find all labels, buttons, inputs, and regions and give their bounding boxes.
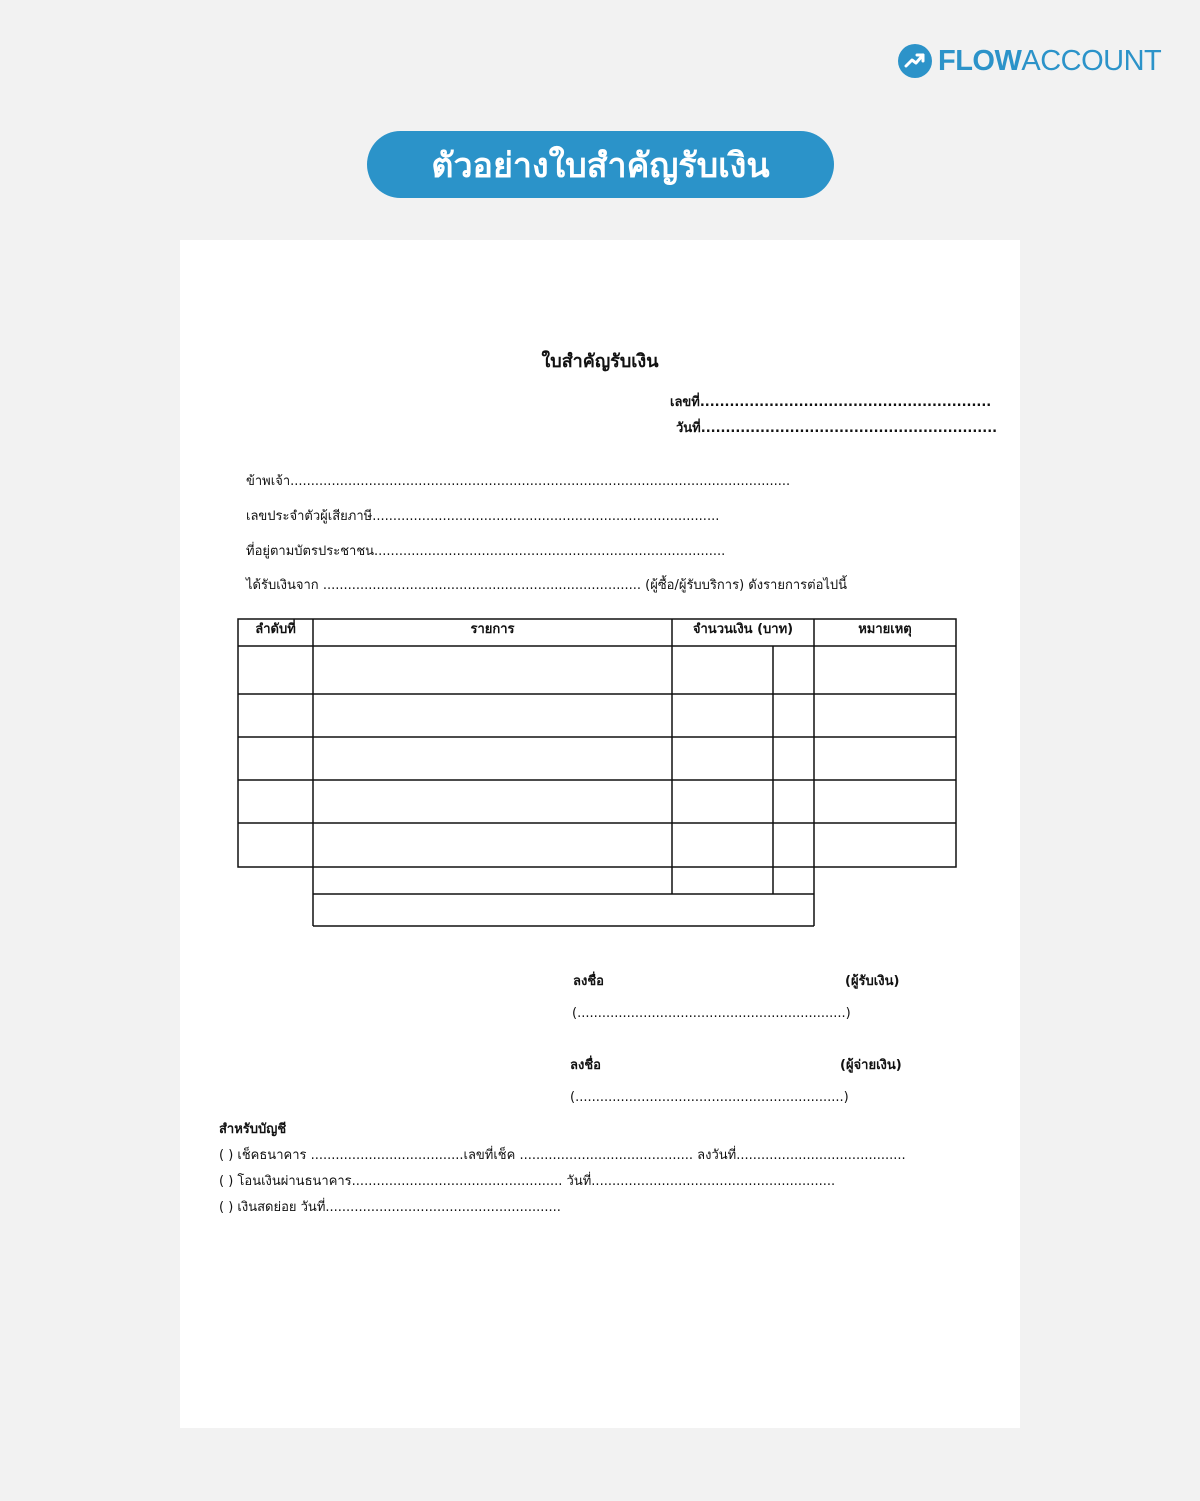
receipt-document — [180, 240, 1020, 1428]
header-sequence: ลำดับที่ — [255, 622, 296, 637]
header-description: รายการ — [470, 622, 515, 637]
field-tax-id: เลขประจำตัวผู้เสียภาษี.................................................................................... — [246, 509, 720, 524]
field-received-from: ได้รับเงินจาก ............................................................................. (ผู้ซื้อ/ผู้รับบริการ) ดังรายการต่อไปนี้ — [246, 578, 848, 593]
banner-title: ตัวอย่างใบสำคัญรับเงิน — [367, 131, 834, 198]
receiver-role: (ผู้รับเงิน) — [845, 974, 900, 989]
trend-up-icon — [898, 44, 932, 78]
header-remark: หมายเหตุ — [858, 622, 912, 637]
receiver-sign-label: ลงชื่อ — [573, 974, 604, 989]
accounting-heading: สำหรับบัญชี — [219, 1122, 287, 1137]
document-title: ใบสำคัญรับเงิน — [541, 351, 659, 372]
date-line: วันที่............................................................ — [676, 421, 998, 436]
accounting-cheque-line: ( ) เช็คธนาคาร .....................................เลขที่เช็ค .......................................... ลงวันที่......................................... — [219, 1148, 906, 1163]
accounting-petty-cash-line: ( ) เงินสดย่อย วันที่......................................................... — [219, 1200, 561, 1215]
field-name: ข้าพเจ้า......................................................................................................................... — [246, 474, 791, 489]
payer-sign-label: ลงชื่อ — [570, 1058, 601, 1073]
payer-name-line: (.................................................................) — [570, 1090, 849, 1105]
items-table-grid — [180, 240, 1020, 1428]
flowaccount-logo — [898, 44, 1161, 78]
header-amount: จำนวนเงิน (บาท) — [692, 622, 794, 637]
logo-wordmark — [938, 45, 1161, 78]
payer-role: (ผู้จ่ายเงิน) — [840, 1058, 902, 1073]
number-line: เลขที่........................................................... — [670, 395, 992, 410]
logo-bold: FLOW — [938, 44, 1022, 77]
receiver-name-line: (.................................................................) — [572, 1006, 851, 1021]
accounting-transfer-line: ( ) โอนเงินผ่านธนาคาร................................................... วันที่........................................................... — [219, 1174, 836, 1189]
logo-light: ACCOUNT — [1021, 44, 1162, 77]
field-address: ที่อยู่ตามบัตรประชาชน..................................................................................... — [246, 544, 726, 559]
